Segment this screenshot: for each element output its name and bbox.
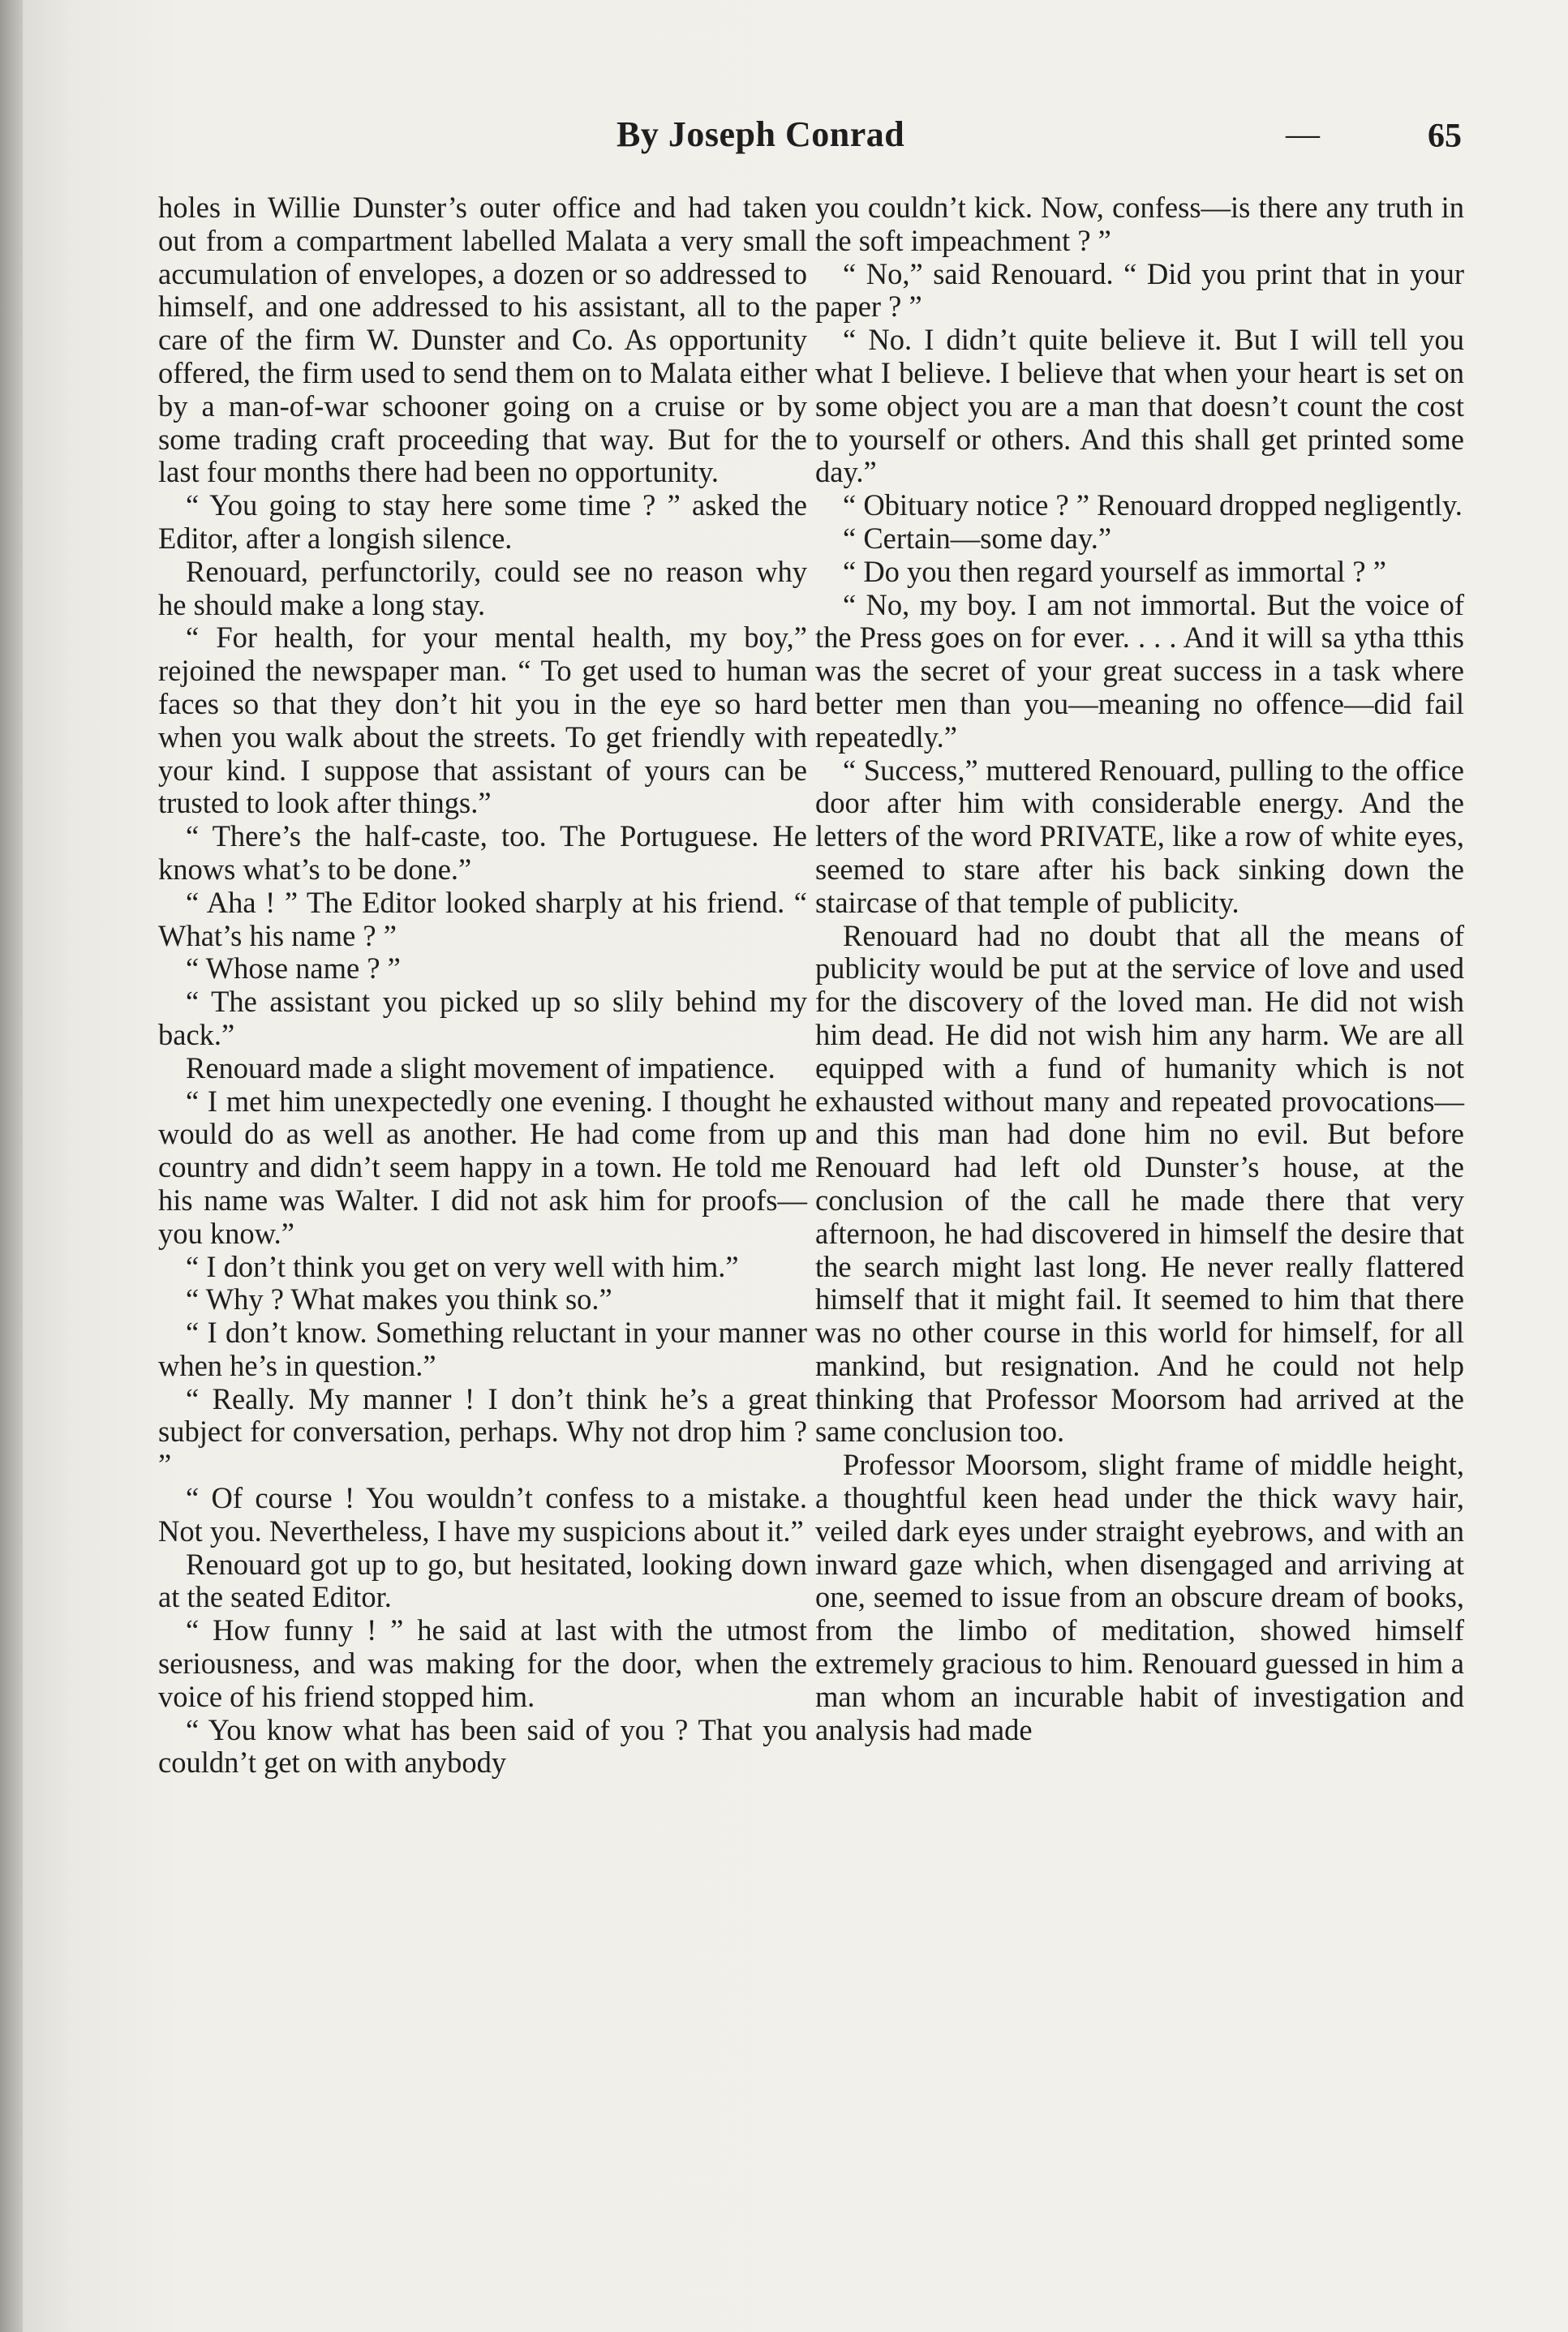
- paragraph: “ Certain—some day.”: [843, 521, 1112, 555]
- paragraph: “ There’s the half-caste, too. The Portuguese. He knows what’s to be done.”: [158, 819, 807, 886]
- paragraph: “ Aha ! ” The Editor looked sharply at his friend. “ What’s his name ? ”: [158, 885, 807, 952]
- paragraph: Professor Moorsom, slight frame of middle height, a thoughtful keen head under the thick wavy hair, veiled dark eyes under straight eyebrows, and with an inward gaze which, when disengaged and arriving at one, seemed to issue from an obscure dream of books, from the limbo of meditation, showed himself extremely gracious to him. Renouard guessed in him a man whom an incurable habit of investigation and analysis had made: [815, 1448, 1464, 1746]
- paragraph: holes in Willie Dunster’s outer office and had taken out from a compartment labelled Malata a very small accumulation of envelopes, a dozen or so addressed to himself, and one addressed to his assistant, all to the care of the firm W. Dunster and Co. As opportunity offered, the firm used to send them on to Malata either by a man-of-war schooner going on a cruise or by some trading craft proceeding that way. But for the last four months there had been no opportunity.: [158, 191, 807, 489]
- paragraph: “ No, my boy. I am not immortal. But the voice of the Press goes on for ever. . . . And it will sa ytha tthis was the secret of your great success in a task where better men than you—meaning no offence—did fail repeatedly.”: [815, 587, 1464, 754]
- paragraph: “ No. I didn’t quite believe it. But I will tell you what I believe. I believe that when your heart is set on some object you are a man that doesn’t count the cost to yourself or others. And this shall get printed some day.”: [815, 323, 1464, 489]
- paragraph: “ I don’t know. Something reluctant in your manner when he’s in question.”: [158, 1316, 807, 1382]
- page-number: 65: [1428, 118, 1462, 155]
- paragraph: “ The assistant you picked up so slily behind my back.”: [158, 985, 807, 1051]
- right-text-column: [815, 191, 1464, 1746]
- paragraph: Renouard made a slight movement of impatience.: [186, 1050, 775, 1084]
- paragraph: “ Really. My manner ! I don’t think he’s a great subject for conversation, perhaps. Why not drop him ? ”: [158, 1381, 807, 1482]
- header-dash: —: [1286, 116, 1320, 153]
- paragraph: “ Of course ! You wouldn’t confess to a mistake. Not you. Nevertheless, I have my suspicions about it.”: [158, 1481, 807, 1548]
- paragraph: Renouard had no doubt that all the means of publicity would be put at the service of love and used for the discovery of the loved man. He did not wish him dead. He did not wish him any harm. We are all equipped with a fund of humanity which is not exhausted without many and repeated provocations—and this man had done him no evil. But before Renouard had left old Dunster’s house, at the conclusion of the call he made there that very afternoon, he had discovered in himself the desire that the search might last long. He never really flattered himself that it might fail. It seemed to him that there was no other course in this world for himself, for all mankind, but resignation. And he could not help thinking that Professor Moorsom had arrived at the same conclusion too.: [815, 918, 1464, 1449]
- paragraph: “ I met him unexpectedly one evening. I thought he would do as well as another. He had come from up country and didn’t seem happy in a town. He told me his name was Walter. I did not ask him for proofs—you know.”: [158, 1084, 807, 1250]
- paragraph: “ You know what has been said of you ? That you couldn’t get on with anybody: [158, 1712, 807, 1780]
- paragraph: “ For health, for your mental health, my boy,” rejoined the newspaper man. “ To get used to human faces so that they don’t hit you in the eye so hard when you walk about the streets. To get friendly with your kind. I suppose that assistant of yours can be trusted to look after things.”: [158, 621, 807, 820]
- page-gutter-shadow: [0, 0, 23, 2332]
- paragraph: “ Do you then regard yourself as immortal ? ”: [843, 554, 1386, 588]
- paragraph: “ You going to stay here some time ? ” asked the Editor, after a longish silence.: [158, 488, 807, 555]
- paragraph: Renouard got up to go, but hesitated, looking down at the seated Editor.: [158, 1547, 807, 1614]
- paragraph: “ Obituary notice ? ” Renouard dropped negligently.: [843, 488, 1463, 522]
- paragraph: “ I don’t think you get on very well with him.”: [186, 1249, 739, 1283]
- running-head: By Joseph Conrad: [616, 114, 905, 154]
- paragraph: “ No,” said Renouard. “ Did you print that in your paper ? ”: [815, 256, 1464, 324]
- paragraph: Renouard, perfunctorily, could see no reason why he should make a long stay.: [158, 554, 807, 621]
- paragraph: “ Why ? What makes you think so.”: [186, 1282, 612, 1316]
- paragraph: “ How funny ! ” he said at last with the utmost seriousness, and was making for the door, when the voice of his friend stopped him.: [158, 1613, 807, 1713]
- paragraph: “ Whose name ? ”: [186, 951, 401, 986]
- paragraph: you couldn’t kick. Now, confess—is there any truth in the soft impeachment ? ”: [815, 191, 1464, 257]
- paragraph: “ Success,” muttered Renouard, pulling to the office door after him with considerable energy. And the letters of the word PRIVATE, like a row of white eyes, seemed to stare after his back sinking down the staircase of that temple of publicity.: [815, 753, 1464, 919]
- left-text-column: [158, 191, 807, 1780]
